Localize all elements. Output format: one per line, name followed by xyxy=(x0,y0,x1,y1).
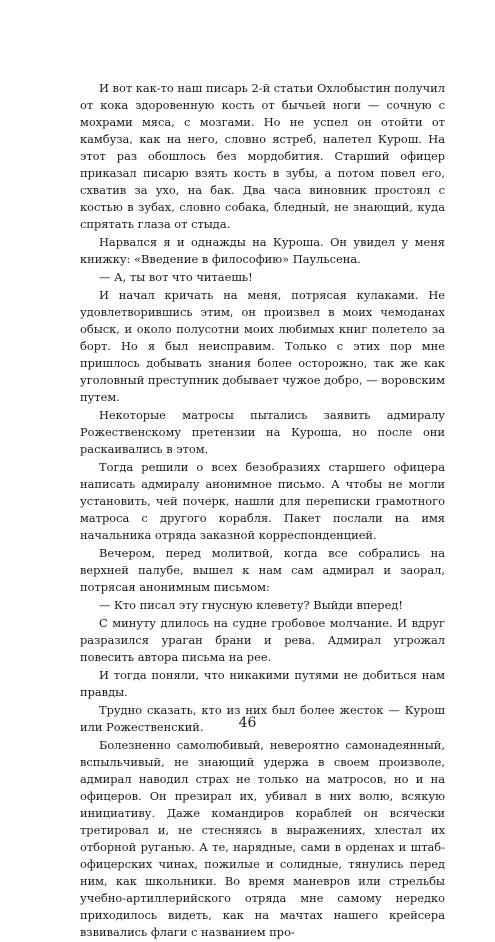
paragraph: Трудно сказать, кто из них был более жесток — Курош или Рожественский. xyxy=(80,703,445,734)
paragraph: С минуту длилось на судне гробовое молчание. И вдруг разразился ураган брани и рева. Адмирал угрожал повесить автора письма на рее. xyxy=(80,616,445,664)
paragraph: И вот как-то наш писарь 2-й статьи Охлобыстин получил от кока здоровенную кость от бычьей ноги — сочную с мохрами мяса, с мозгами. Но не успел он отойти от камбуза, как на него, словно ястреб, налетел Курош. На этот раз обошлось без мордобития. Старший офицер приказал писарю взять кость в зубы, а потом повел его, схватив за ухо, на бак. Два часа виновник простоял с костью в зубах, словно собака, бледный, не знающий, куда спрятать глаза от стыда. xyxy=(80,81,445,231)
paragraph: — Кто писал эту гнусную клевету? Выйди вперед! xyxy=(99,598,403,612)
paragraph: Тогда решили о всех безобразиях старшего офицера написать адмиралу анонимное письмо. А чтобы не могли установить, чей почерк, нашли для переписки грамотного матроса с другого корабля. Пакет послали на имя начальника отряда заказной корреспонденцией. xyxy=(80,460,445,542)
body-text xyxy=(80,80,445,942)
paragraph: И тогда поняли, что никакими путями не добиться нам правды. xyxy=(80,668,445,699)
paragraph: Некоторые матросы пытались заявить адмиралу Рожественскому претензии на Куроша, но после они раскаивались в этом. xyxy=(80,408,445,456)
paragraph: — А, ты вот что читаешь! xyxy=(99,270,253,284)
paragraph: Вечером, перед молитвой, когда все собрались на верхней палубе, вышел к нам сам адмирал и заорал, потрясая анонимным письмом: xyxy=(80,546,445,594)
page-number: 46 xyxy=(238,715,257,731)
paragraph: Нарвался я и однажды на Куроша. Он увидел у меня книжку: «Введение в философию» Паульсена. xyxy=(80,235,445,266)
paragraph: И начал кричать на меня, потрясая кулаками. Не удовлетворившись этим, он произвел в моих чемоданах обыск, и около полусотни моих любимых книг полетело за борт. Но я был неисправим. Только с этих пор мне пришлось добывать знания более осторожно, так же как уголовный преступник добывает чужое добро, — воровским путем. xyxy=(80,288,445,404)
paragraph: Болезненно самолюбивый, невероятно самонадеянный, вспыльчивый, не знающий удержа в своем произволе, адмирал наводил страх не только на матросов, но и на офицеров. Он презирал их, убивал в них волю, всякую инициативу. Даже командиров кораблей он всячески третировал и, не стесняясь в выражениях, хлестал их отборной руганью. А те, нарядные, сами в орденах и штаб-офицерских чинах, пожилые и солидные, тянулись перед ним, как школьники. Во время маневров или стрельбы учебно-артиллерийского отряда мне самому нередко приходилось видеть, как на мачтах нашего крейсера взвивались флаги с названием про- xyxy=(80,738,445,939)
